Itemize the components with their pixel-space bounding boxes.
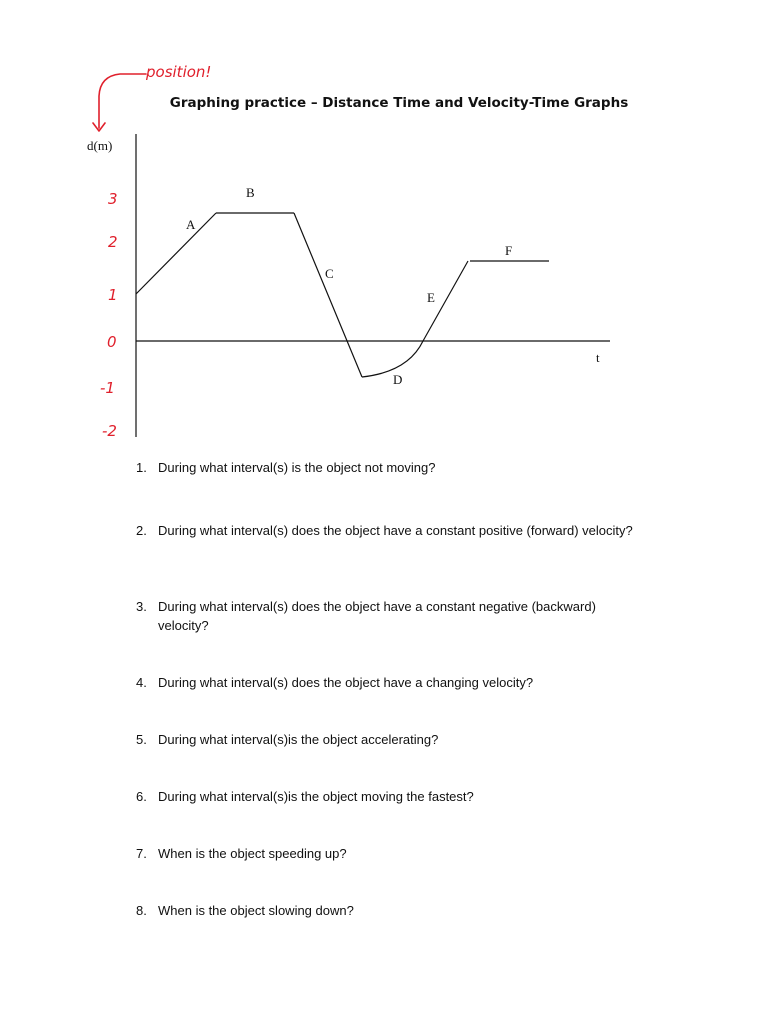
segment-label: F	[505, 243, 513, 258]
graph-line	[136, 213, 549, 377]
question-item	[136, 901, 636, 920]
question-item	[136, 597, 636, 635]
segment-label: D	[393, 372, 403, 387]
segment-c	[294, 213, 362, 377]
segment-label: C	[325, 266, 334, 281]
question-number: 8.	[136, 903, 147, 918]
question-item	[136, 787, 636, 806]
question-text: During what interval(s)is the object accelerating?	[158, 732, 439, 747]
segment-a	[136, 213, 216, 294]
question-text: When is the object slowing down?	[158, 903, 354, 918]
segment-labels	[186, 185, 512, 387]
handwritten-note: position!	[146, 63, 212, 81]
tick-label: 1	[108, 286, 118, 304]
question-text: During what interval(s) does the object have a changing velocity?	[158, 675, 534, 690]
question-text: During what interval(s) does the object have a constant positive (forward) velocity?	[158, 523, 633, 538]
question-item	[136, 458, 636, 477]
distance-time-graph	[0, 0, 768, 450]
segment-label: E	[427, 290, 435, 305]
question-number: 6.	[136, 789, 147, 804]
page-title: Graphing practice – Distance Time and Velocity-Time Graphs	[169, 95, 629, 111]
x-axis-label: t	[596, 350, 600, 365]
tick-label: -2	[102, 422, 117, 440]
question-item	[136, 730, 636, 749]
question-text: During what interval(s) is the object not moving?	[158, 460, 436, 475]
question-number: 1.	[136, 460, 147, 475]
question-number: 4.	[136, 675, 147, 690]
question-text: When is the object speeding up?	[158, 846, 347, 861]
question-number: 3.	[136, 599, 147, 614]
handwritten-tick-labels	[100, 190, 118, 440]
question-item	[136, 521, 636, 540]
question-item	[136, 673, 636, 692]
question-item	[136, 844, 636, 863]
question-number: 2.	[136, 523, 147, 538]
y-axis-label: d(m)	[87, 138, 113, 153]
question-number: 7.	[136, 846, 147, 861]
question-text: During what interval(s) does the object have a constant negative (backward) velocity?	[158, 599, 596, 633]
segment-label: A	[186, 217, 196, 232]
tick-label: 0	[107, 333, 117, 351]
question-text: During what interval(s)is the object moving the fastest?	[158, 789, 474, 804]
segment-label: B	[246, 185, 255, 200]
tick-label: 3	[108, 190, 118, 208]
question-number: 5.	[136, 732, 147, 747]
tick-label: -1	[100, 379, 115, 397]
tick-label: 2	[108, 233, 118, 251]
